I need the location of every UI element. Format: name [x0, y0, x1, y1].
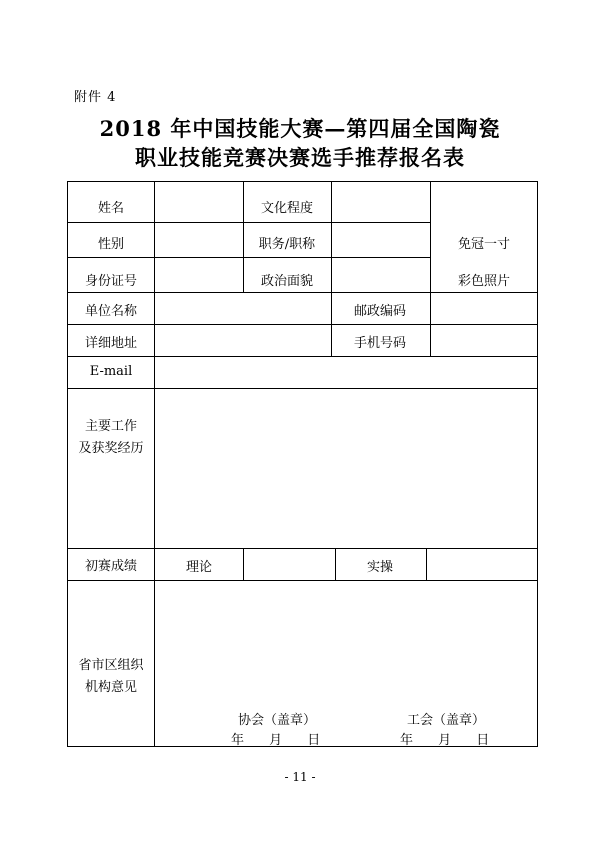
page-number: - 11 -: [284, 770, 316, 784]
position-label: 职务/职称: [258, 237, 316, 252]
unit-name-label: 单位名称: [84, 304, 138, 319]
email-label: E-mail: [89, 364, 133, 379]
work-experience-label-line-2: 及获奖经历: [78, 441, 144, 456]
association-seal-label: 协会（盖章）: [238, 713, 317, 728]
gender-label: 性别: [97, 237, 125, 252]
postal-code-label: 邮政编码: [353, 304, 407, 319]
address-label: 详细地址: [84, 336, 138, 351]
theory-label: 理论: [185, 560, 213, 575]
prelim-score-label: 初赛成绩: [84, 559, 138, 574]
union-seal-label: 工会（盖章）: [407, 713, 486, 728]
photo-label-line-2: 彩色照片: [457, 274, 511, 289]
form-title-line-2: 职业技能竞赛决赛选手推荐报名表: [135, 145, 465, 170]
id-number-label: 身份证号: [84, 274, 138, 289]
union-date: 年 月 日: [400, 733, 490, 748]
org-opinion-label-line-2: 机构意见: [84, 680, 138, 695]
association-date: 年 月 日: [231, 733, 321, 748]
org-opinion-label-line-1: 省市区组织: [78, 658, 144, 673]
form-title-line-1: 2018 年中国技能大赛—第四届全国陶瓷: [99, 116, 501, 141]
practice-label: 实操: [366, 560, 394, 575]
photo-label-line-1: 免冠一寸: [457, 237, 511, 252]
name-label: 姓名: [97, 201, 125, 216]
attachment-label: 附件 4: [74, 90, 117, 105]
mobile-label: 手机号码: [353, 336, 407, 351]
education-label: 文化程度: [260, 201, 314, 216]
work-experience-label-line-1: 主要工作: [84, 419, 138, 434]
political-status-label: 政治面貌: [260, 274, 314, 289]
